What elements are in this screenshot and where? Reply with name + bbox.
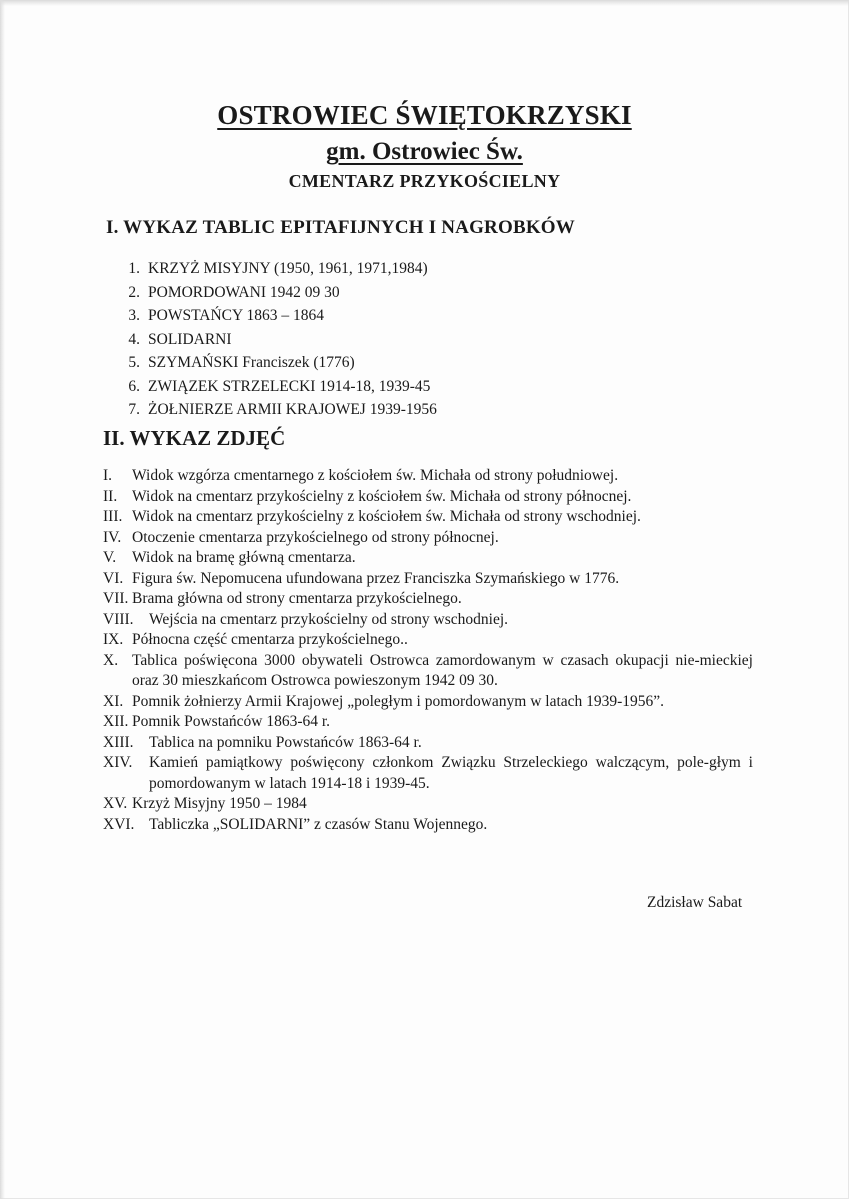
list-item-text: ZWIĄZEK STRZELECKI 1914-18, 1939-45 [148,377,431,395]
list-item [103,610,753,631]
list-item-text: SZYMAŃSKI Franciszek (1776) [148,354,355,371]
list-item [103,794,753,815]
list-item-text: POWSTAŃCY 1863 – 1864 [148,307,325,324]
list-item-text: Otoczenie cmentarza przykościelnego od strony północnej. [132,528,499,546]
list-item-number: 5. [128,354,140,371]
list-item-text: Figura św. Nepomucena ufundowana przez Franciszka Szymańskiego w 1776. [132,569,620,587]
list-item-text: Widok na cmentarz przykościelny z kościołem św. Michała od strony wschodniej. [132,508,641,525]
list-item-number: 4. [128,330,140,348]
list-item [103,733,753,754]
list-item [103,630,753,651]
list-item [112,401,762,425]
list-item-text: Widok na cmentarz przykościelny z kościołem św. Michała od strony północnej. [132,487,632,505]
list-item-text: Wejścia na cmentarz przykościelny od strony wschodniej. [149,610,509,628]
section-heading-epitaphs: I. WYKAZ TABLIC EPITAFIJNYCH I NAGROBKÓW [106,217,575,238]
list-item [103,548,753,569]
list-item-text: Kamień pamiątkowy poświęcony członkom Związku Strzeleckiego walczącym, pole-głym i pomordowanym w latach 1914-18 i 1939-45. [149,754,753,792]
list-item-text: Pomnik żołnierzy Armii Krajowej „poległym i pomordowanym w latach 1939-1956”. [132,692,665,710]
list-item-text: Krzyż Misyjny 1950 – 1984 [132,795,307,812]
list-item-number: III. [103,508,123,525]
list-item-text: POMORDOWANI 1942 09 30 [148,283,340,301]
section-heading-photos: II. WYKAZ ZDJĘĆ [103,426,286,450]
document-subtitle: gm. Ostrowiec Św. [326,138,523,165]
list-item [103,651,753,692]
list-item-number: XIII. [103,733,134,751]
list-item [103,815,753,836]
list-item [103,753,753,794]
list-item-number: XV. [103,795,128,812]
list-item-number: 2. [128,283,140,301]
list-item-number: 1. [128,260,140,277]
list-item [112,307,762,331]
list-item [112,284,762,308]
list-item-number: 3. [128,307,140,324]
cemetery-name: CMENTARZ PRZYKOŚCIELNY [288,171,561,191]
list-item-number: IV. [103,528,122,546]
scan-edge-top [0,0,849,6]
author-signature: Zdzisław Sabat [647,894,743,911]
list-item [103,569,753,590]
list-item-number: VI. [103,569,124,587]
list-item-text: Północna część cmentarza przykościelnego.. [132,631,408,648]
list-item [112,260,762,284]
list-item [103,692,753,713]
list-item-number: XVI. [103,815,135,833]
list-item-number: II. [103,487,118,505]
list-item-number: VIII. [103,610,134,628]
list-item [103,712,753,733]
list-item-text: ŻOŁNIERZE ARMII KRAJOWEJ 1939-1956 [148,401,437,418]
list-item [103,507,753,528]
epitaph-list [112,260,762,425]
list-item [112,331,762,355]
list-item-number: IX. [103,631,124,648]
list-item-number: 7. [128,401,140,418]
photo-list [103,466,753,835]
list-item [112,378,762,402]
document-title: OSTROWIEC ŚWIĘTOKRZYSKI [217,100,632,130]
list-item-number: VII. [103,590,129,607]
list-item-number: XI. [103,692,124,710]
list-item-text: Widok wzgórza cmentarnego z kościołem św. Michała od strony południowej. [132,467,619,484]
list-item-text: Tablica na pomniku Powstańców 1863-64 r. [149,733,422,751]
list-item [103,589,753,610]
list-item-text: SOLIDARNI [148,330,232,348]
list-item [112,354,762,378]
list-item-number: I. [103,467,113,484]
list-item-text: Tablica poświęcona 3000 obywateli Ostrowca zamordowanym w czasach okupacji nie-mieckiej oraz 30 mieszkańcom Ostrowca powieszonym 1942 09 30. [132,651,753,689]
list-item-text: KRZYŻ MISYJNY (1950, 1961, 1971,1984) [148,260,428,277]
list-item-text: Widok na bramę główną cmentarza. [132,549,356,566]
list-item-number: X. [103,651,119,669]
list-item-number: XIV. [103,754,133,771]
list-item-number: 6. [128,377,140,395]
list-item-text: Brama główna od strony cmentarza przykościelnego. [132,590,462,607]
list-item [103,466,753,487]
list-item-text: Tabliczka „SOLIDARNI” z czasów Stanu Wojennego. [149,815,488,833]
list-item-number: V. [103,549,117,566]
list-item-number: XII. [103,713,129,730]
list-item [103,487,753,508]
list-item-text: Pomnik Powstańców 1863-64 r. [132,713,331,730]
list-item [103,528,753,549]
